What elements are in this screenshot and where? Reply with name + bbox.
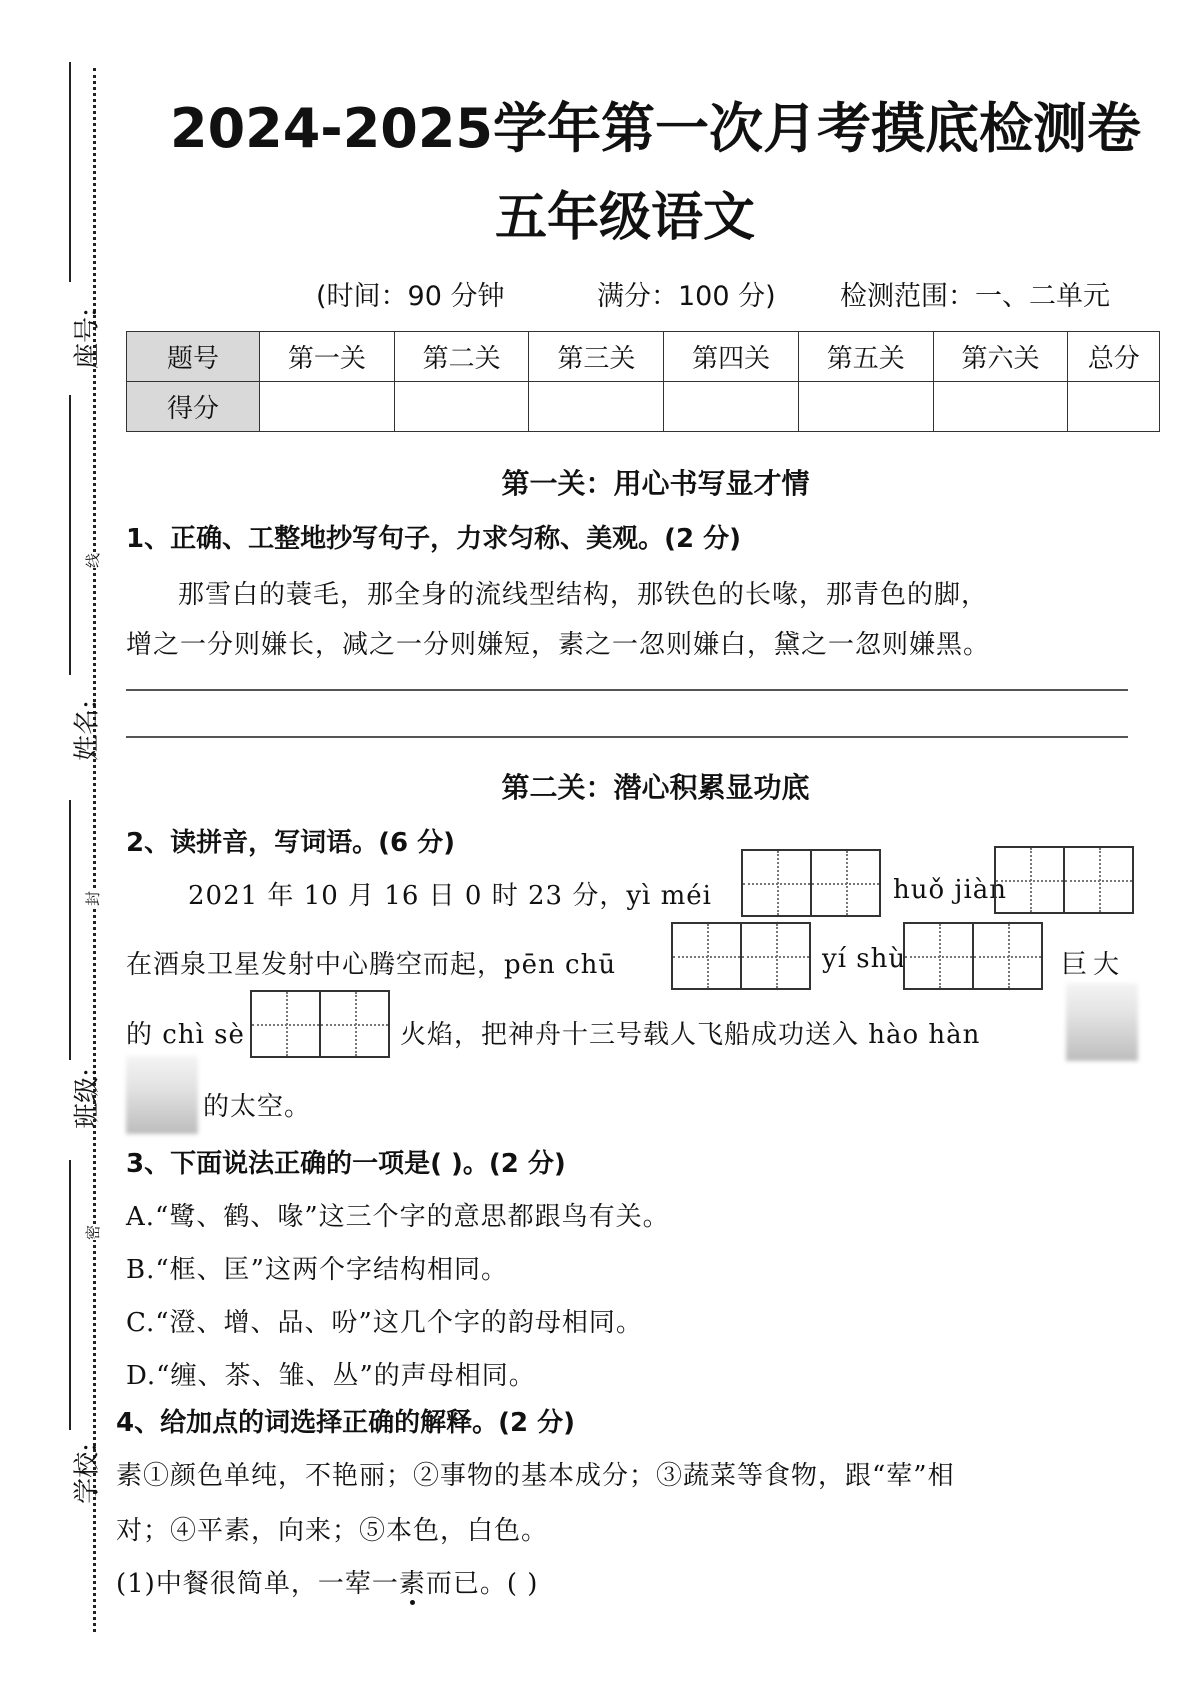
score-cell[interactable] — [933, 382, 1068, 432]
q2-line3-text: 的 chì sè — [126, 1020, 245, 1050]
q2-prompt: 2、读拼音，写词语。(6 分) — [126, 828, 455, 858]
answer-grid-penchu[interactable] — [671, 922, 811, 990]
exam-scope: 检测范围：一、二单元 — [840, 281, 1110, 312]
q2-line1-text: 2021 年 10 月 16 日 0 时 23 分，yì méi — [188, 881, 712, 911]
q4-item1 — [116, 1563, 538, 1600]
q3-option-a[interactable]: A.“鹭、鹤、喙”这三个字的意思都跟鸟有关。 — [126, 1202, 670, 1232]
column-header: 第一关 — [260, 332, 395, 382]
margin-tag-line: 线 — [84, 552, 103, 569]
answer-grid-yimei[interactable] — [741, 849, 881, 917]
exam-time: (时间：90 分钟 — [316, 281, 505, 312]
column-header: 第六关 — [933, 332, 1068, 382]
column-header: 第二关 — [394, 332, 529, 382]
column-header: 第四关 — [664, 332, 799, 382]
q4-item1-answer-slot[interactable]: 而已。( ) — [425, 1569, 539, 1599]
q1-prompt: 1、正确、工整地抄写句子，力求匀称、美观。(2 分) — [126, 524, 741, 554]
column-header: 第五关 — [798, 332, 933, 382]
class-label: 班级: — [72, 1068, 103, 1129]
q4-item1-before: (1)中餐很简单，一荤一 — [116, 1569, 399, 1599]
section2-title: 第二关：潜心积累显功底 — [501, 771, 810, 804]
q3-option-b[interactable]: B.“框、匡”这两个字结构相同。 — [126, 1255, 508, 1285]
q2-line4-text: 的太空。 — [203, 1092, 312, 1122]
answer-grid-huojian[interactable] — [994, 846, 1134, 914]
score-cell[interactable] — [394, 382, 529, 432]
seat-number-label: 座号: — [72, 308, 103, 369]
score-table-header-row — [127, 332, 1160, 382]
answer-grid-haohan-part2[interactable] — [126, 1056, 198, 1134]
answer-line-1[interactable] — [126, 689, 1128, 691]
q1-passage-line2: 增之一分则嫌长，减之一分则嫌短，素之一忽则嫌白，黛之一忽则嫌黑。 — [126, 630, 991, 660]
exam-subtitle: 五年级语文 — [494, 188, 755, 248]
score-cell[interactable] — [798, 382, 933, 432]
q4-prompt: 4、给加点的词选择正确的解释。(2 分) — [116, 1408, 575, 1438]
q4-item1-dotted-word: 素 — [398, 1569, 426, 1599]
q3-prompt: 3、下面说法正确的一项是( )。(2 分) — [126, 1149, 566, 1179]
q3-option-c[interactable]: C.“澄、增、品、吩”这几个字的韵母相同。 — [126, 1308, 643, 1338]
question-number-header: 题号 — [127, 332, 260, 382]
score-header: 得分 — [127, 382, 260, 432]
exam-title: 2024-2025学年第一次月考摸底检测卷 — [170, 97, 1141, 160]
margin-tag-seal: 封 — [84, 890, 103, 907]
column-header: 第三关 — [529, 332, 664, 382]
q4-definitions-line1: 素①颜色单纯，不艳丽；②事物的基本成分；③蔬菜等食物，跟“荤”相 — [116, 1461, 955, 1491]
section1-title: 第一关：用心书写显才情 — [501, 467, 810, 500]
margin-line-school — [69, 1160, 71, 1430]
q2-line2-text: 在酒泉卫星发射中心腾空而起，pēn chū — [126, 950, 617, 980]
answer-grid-yishu[interactable] — [903, 922, 1043, 990]
score-cell[interactable] — [664, 382, 799, 432]
margin-line-seat — [69, 62, 71, 282]
exam-full-score: 满分：100 分) — [597, 281, 776, 312]
score-table-score-row — [127, 382, 1160, 432]
q3-option-d[interactable]: D.“缠、茶、雏、丛”的声母相同。 — [126, 1361, 536, 1391]
score-cell[interactable] — [260, 382, 395, 432]
q4-definitions-line2: 对；④平素，向来；⑤本色，白色。 — [116, 1516, 549, 1546]
school-label: 学校: — [72, 1443, 103, 1504]
q2-line2-end: 巨大 — [1061, 950, 1126, 980]
score-table — [126, 331, 1160, 432]
answer-grid-haohan-part1[interactable] — [1066, 983, 1138, 1061]
answer-line-2[interactable] — [126, 736, 1128, 738]
score-cell[interactable] — [1068, 382, 1160, 432]
margin-tag-secret: 密 — [84, 1224, 103, 1241]
column-header: 总分 — [1068, 332, 1160, 382]
score-cell[interactable] — [529, 382, 664, 432]
q1-passage-line1: 那雪白的蓑毛，那全身的流线型结构，那铁色的长喙，那青色的脚， — [178, 580, 989, 610]
q2-pinyin-huojian: huǒ jiàn — [893, 875, 1008, 905]
q2-line3-after: 火焰，把神舟十三号载人飞船成功送入 hào hàn — [400, 1020, 981, 1050]
name-label: 姓名: — [72, 700, 103, 761]
margin-line-name — [69, 395, 71, 675]
q2-pinyin-yishu: yí shù — [822, 944, 907, 974]
answer-grid-chise[interactable] — [250, 990, 390, 1058]
margin-line-class — [69, 800, 71, 1060]
